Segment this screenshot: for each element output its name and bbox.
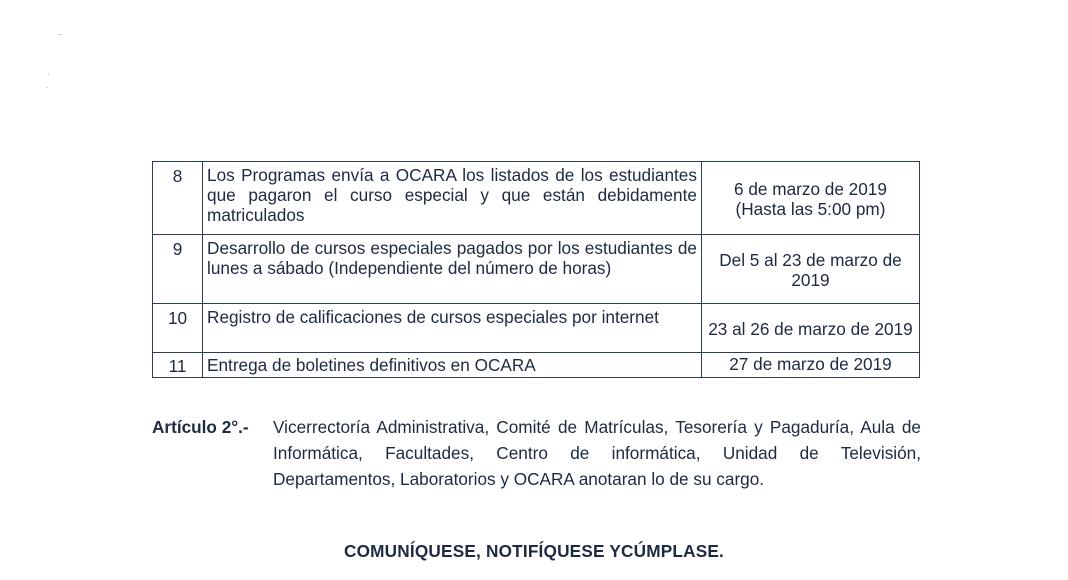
article-text: Vicerrectoría Administrativa, Comité de Matrículas, Tesorería y Pagaduría, Aula de Informática, Facultades, Centro de informática, Unidad de Televisión, Departamentos, Laboratorios y OCARA anotaran lo de su cargo. xyxy=(273,417,921,489)
row-number: 10 xyxy=(153,304,203,353)
row-date: 6 de marzo de 2019 (Hasta las 5:00 pm) xyxy=(701,162,919,235)
article-label: Artículo 2°.- xyxy=(152,417,249,437)
row-number: 9 xyxy=(153,235,203,304)
closing-statement: COMUNÍQUESE, NOTIFÍQUESE YCÚMPLASE. xyxy=(343,541,725,561)
row-number: 11 xyxy=(153,353,203,378)
row-description: Entrega de boletines definitivos en OCARA xyxy=(203,353,702,378)
row-description: Desarrollo de cursos especiales pagados por los estudiantes de lunes a sábado (Independiente del número de horas) xyxy=(203,235,702,304)
table-row xyxy=(153,353,920,378)
row-date: 23 al 26 de marzo de 2019 xyxy=(701,304,919,353)
table-row xyxy=(153,304,920,353)
schedule-table xyxy=(152,161,920,378)
row-date: 27 de marzo de 2019 xyxy=(701,353,919,378)
scan-speck xyxy=(46,87,48,88)
table-row xyxy=(153,235,920,304)
row-description: Registro de calificaciones de cursos especiales por internet xyxy=(203,304,702,353)
row-number: 8 xyxy=(153,162,203,235)
scan-speck xyxy=(58,34,62,35)
row-date: Del 5 al 23 de marzo de 2019 xyxy=(701,235,919,304)
row-description: Los Programas envía a OCARA los listados de los estudiantes que pagaron el curso especial y que están debidamente matriculados xyxy=(203,162,702,235)
scan-speck xyxy=(48,73,49,75)
table-row xyxy=(153,162,920,235)
